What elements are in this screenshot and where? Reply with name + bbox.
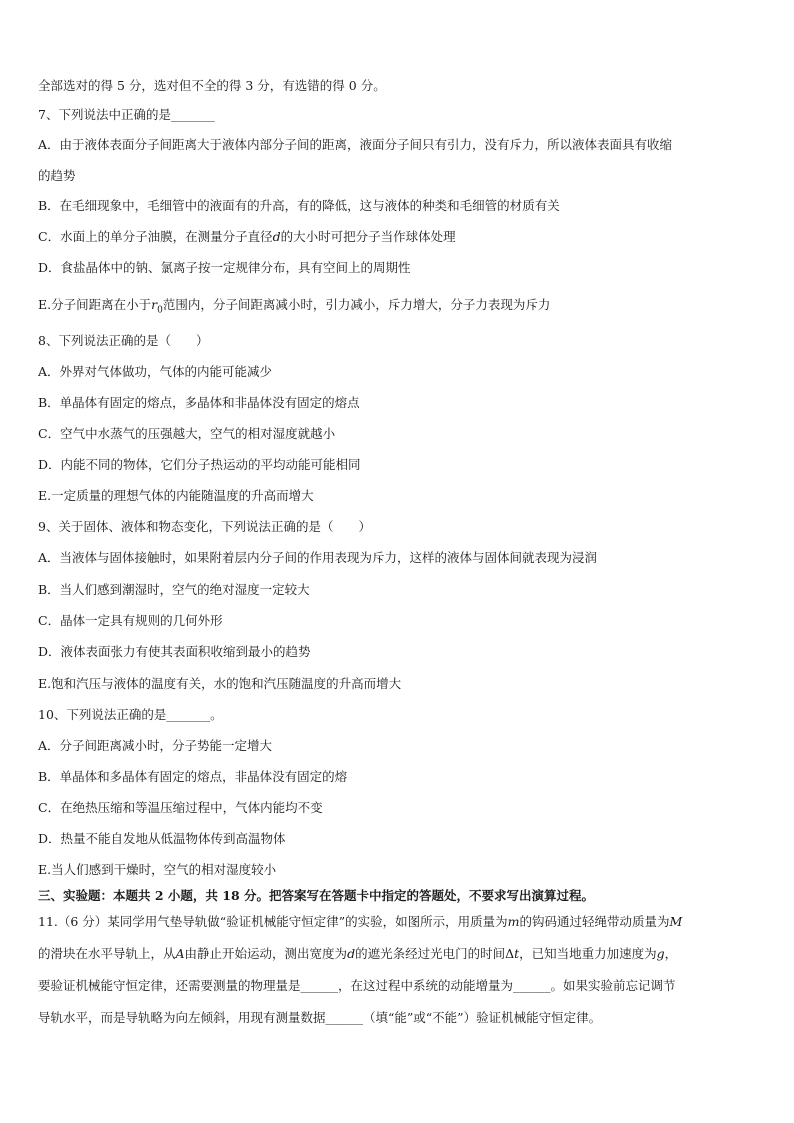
q8-option-d: D．内能不同的物体，它们分子热运动的平均动能可能相同: [38, 457, 361, 472]
q7-option-e-text1: E.分子间距离在小于: [38, 297, 152, 312]
q9-option-a: A．当液体与固体接触时，如果附着层内分子间的作用表现为斥力，这样的液体与固体间就表现为浸润: [38, 550, 598, 565]
q9-option-e: E.饱和汽压与液体的温度有关，水的饱和汽压随温度的升高而增大: [38, 676, 402, 691]
q11-text-2c: 的遮光条经过光电门的时间Δ: [355, 946, 515, 961]
q11-var-t: t: [514, 946, 520, 961]
q7-stem: 7、下列说法中正确的是_______: [38, 107, 215, 122]
section-heading-experiment: 三、实验题：本题共 2 小题，共 18 分。把答案写在答题卡中指定的答题处，不要求写出演算过程。: [38, 888, 595, 903]
q11-text-1b: 的钩码通过轻绳带动质量为: [519, 914, 670, 929]
q11-line2: [38, 946, 677, 962]
q7-option-c-text1: C．水面上的单分子油膜，在测量分子直径: [38, 229, 273, 244]
q7-option-c-text2: 的大小时可把分子当作球体处理: [280, 229, 456, 244]
q11-var-A: A: [175, 946, 185, 961]
q9-stem: 9、关于固体、液体和物态变化，下列说法正确的是（ ）: [38, 519, 371, 534]
q11-text-2b: 由静止开始运动，测出宽度为: [184, 946, 348, 961]
q9-option-c: C．晶体一定具有规则的几何外形: [38, 613, 223, 628]
q11-text-2a: 的滑块在水平导轨上，从: [38, 946, 176, 961]
q7-var-r-sub: 0: [157, 305, 163, 316]
q11-line4: 导轨水平，而是导轨略为向左倾斜，用现有测量数据______（填“能”或“不能”）验证机械能守恒定律。: [38, 1010, 602, 1025]
q8-option-c: C．空气中水蒸气的压强越大，空气的相对湿度就越小: [38, 426, 336, 441]
q7-option-e: [38, 297, 550, 319]
q11-text-2e: ，已知当地重力加速度为: [519, 946, 657, 961]
q10-stem: 10、下列说法正确的是_______。: [38, 707, 223, 722]
q11-text-2f: ，: [664, 946, 678, 961]
q7-option-e-text2: 范围内，分子间距离减小时，引力减小，斥力增大，分子力表现为斥力: [162, 297, 551, 312]
q10-option-c: C．在绝热压缩和等温压缩过程中，气体内能均不变: [38, 800, 323, 815]
q7-var-r: r: [151, 297, 158, 312]
scoring-note: 全部选对的得 5 分，选对但不全的得 3 分，有选错的得 0 分。: [38, 78, 386, 93]
q7-option-c: [38, 229, 456, 245]
q7-option-d: D．食盐晶体中的钠、氯离子按一定规律分布，具有空间上的周期性: [38, 260, 411, 275]
q11-line1: [38, 914, 682, 930]
q8-stem: 8、下列说法正确的是（ ）: [38, 333, 209, 348]
q10-option-d: D．热量不能自发地从低温物体传到高温物体: [38, 831, 286, 846]
q9-option-b: B．当人们感到潮湿时，空气的绝对湿度一定较大: [38, 582, 310, 597]
q10-option-a: A．分子间距离减小时，分子势能一定增大: [38, 738, 273, 753]
q8-option-a: A．外界对气体做功，气体的内能可能减少: [38, 364, 273, 379]
q11-var-d: d: [347, 946, 356, 961]
q11-var-m: m: [507, 914, 520, 929]
q8-option-b: B．单晶体有固定的熔点，多晶体和非晶体没有固定的熔点: [38, 395, 360, 410]
q11-text-1a: 11.（6 分）某同学用气垫导轨做“验证机械能守恒定律”的实验，如图所示，用质量为: [38, 914, 508, 929]
q11-var-M: M: [669, 914, 683, 929]
q11-var-g: g: [656, 946, 665, 961]
q7-option-a-cont: 的趋势: [38, 168, 76, 183]
q7-option-b: B．在毛细现象中，毛细管中的液面有的升高，有的降低，这与液体的种类和毛细管的材质有关: [38, 198, 560, 213]
q10-option-b: B．单晶体和多晶体有固定的熔点，非晶体没有固定的熔: [38, 769, 348, 784]
q8-option-e: E.一定质量的理想气体的内能随温度的升高而增大: [38, 488, 314, 503]
q7-option-a: A．由于液体表面分子间距离大于液体内部分子间的距离，液面分子间只有引力，没有斥力，所以液体表面具有收缩: [38, 137, 673, 152]
q11-line3: 要验证机械能守恒定律，还需要测量的物理量是______，在这过程中系统的动能增量为______。如果实验前忘记调节: [38, 978, 676, 993]
q10-option-e: E.当人们感到干燥时，空气的相对湿度较小: [38, 862, 277, 877]
q7-var-d: d: [272, 229, 281, 244]
q9-option-d: D．液体表面张力有使其表面积收缩到最小的趋势: [38, 644, 311, 659]
